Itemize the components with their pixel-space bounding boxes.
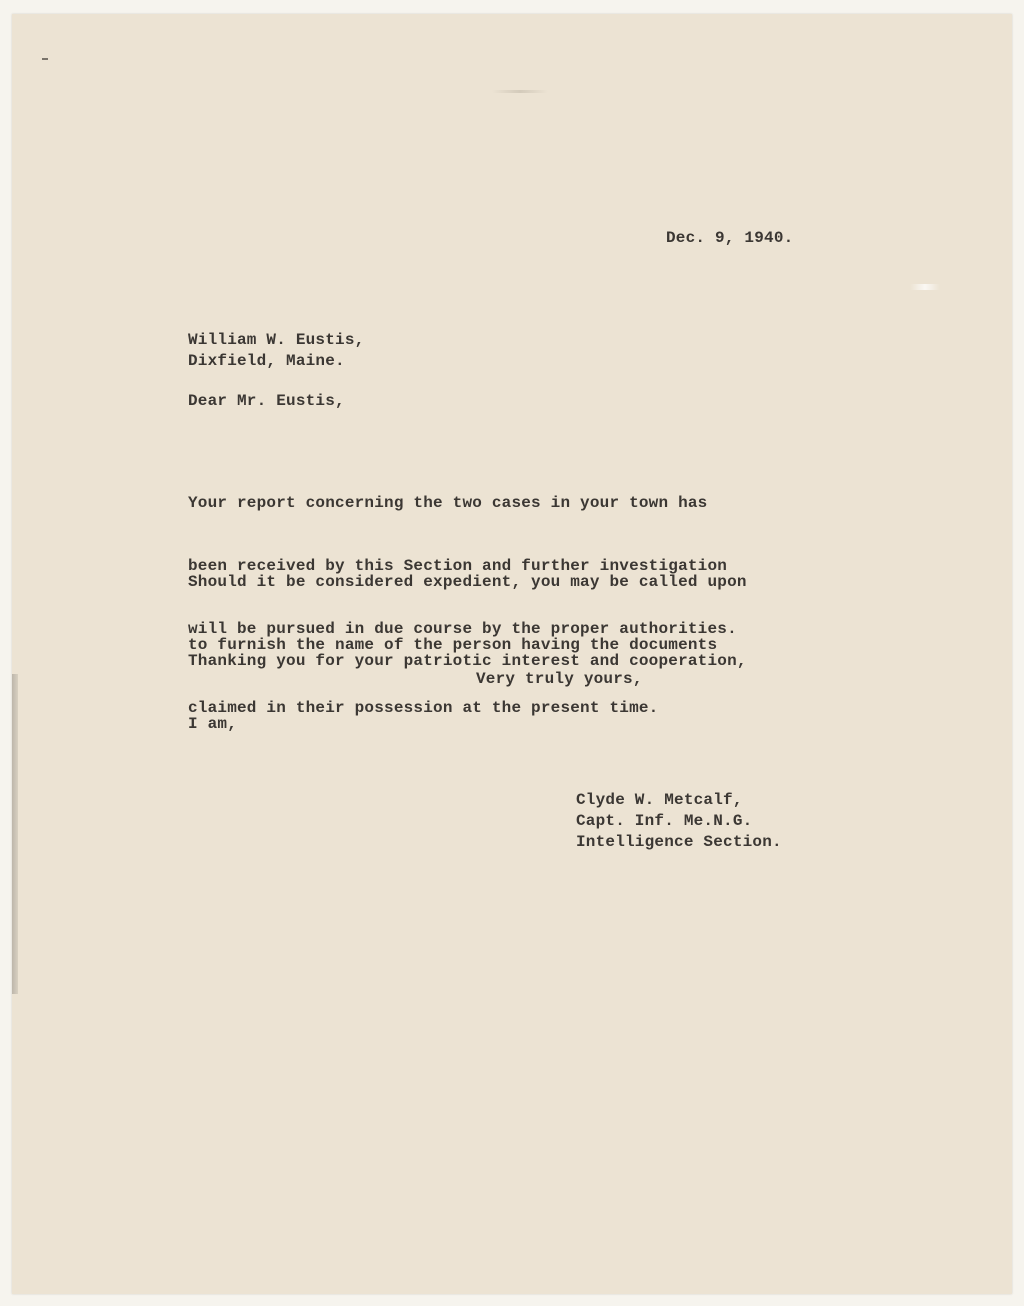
signer-name: Clyde W. Metcalf,	[576, 791, 743, 809]
recipient-location: Dixfield, Maine.	[188, 352, 345, 370]
paragraph-line: Should it be considered expedient, you may be called upon	[188, 573, 747, 591]
paragraph-line: I am,	[188, 715, 238, 733]
letter-date: Dec. 9, 1940.	[666, 229, 794, 247]
paragraph-line: Your report concerning the two cases in your town has	[188, 494, 708, 512]
paper-glare	[910, 284, 940, 290]
complimentary-close: Very truly yours,	[476, 670, 643, 688]
recipient-name: William W. Eustis,	[188, 331, 365, 349]
signer-rank: Capt. Inf. Me.N.G.	[576, 812, 753, 830]
page-edge-shadow	[12, 674, 18, 994]
paragraph-line: to furnish the name of the person having the documents	[188, 636, 718, 654]
paragraph-line: been received by this Section and further investigation	[188, 557, 728, 575]
margin-mark	[42, 58, 48, 60]
paragraph-line: Thanking you for your patriotic interest and cooperation,	[188, 652, 747, 670]
paragraph-line: will be pursued in due course by the proper authorities.	[188, 620, 737, 638]
paper-smudge	[492, 90, 548, 93]
paragraph-line: claimed in their possession at the present time.	[188, 699, 659, 717]
salutation: Dear Mr. Eustis,	[188, 392, 345, 410]
signer-unit: Intelligence Section.	[576, 833, 782, 851]
